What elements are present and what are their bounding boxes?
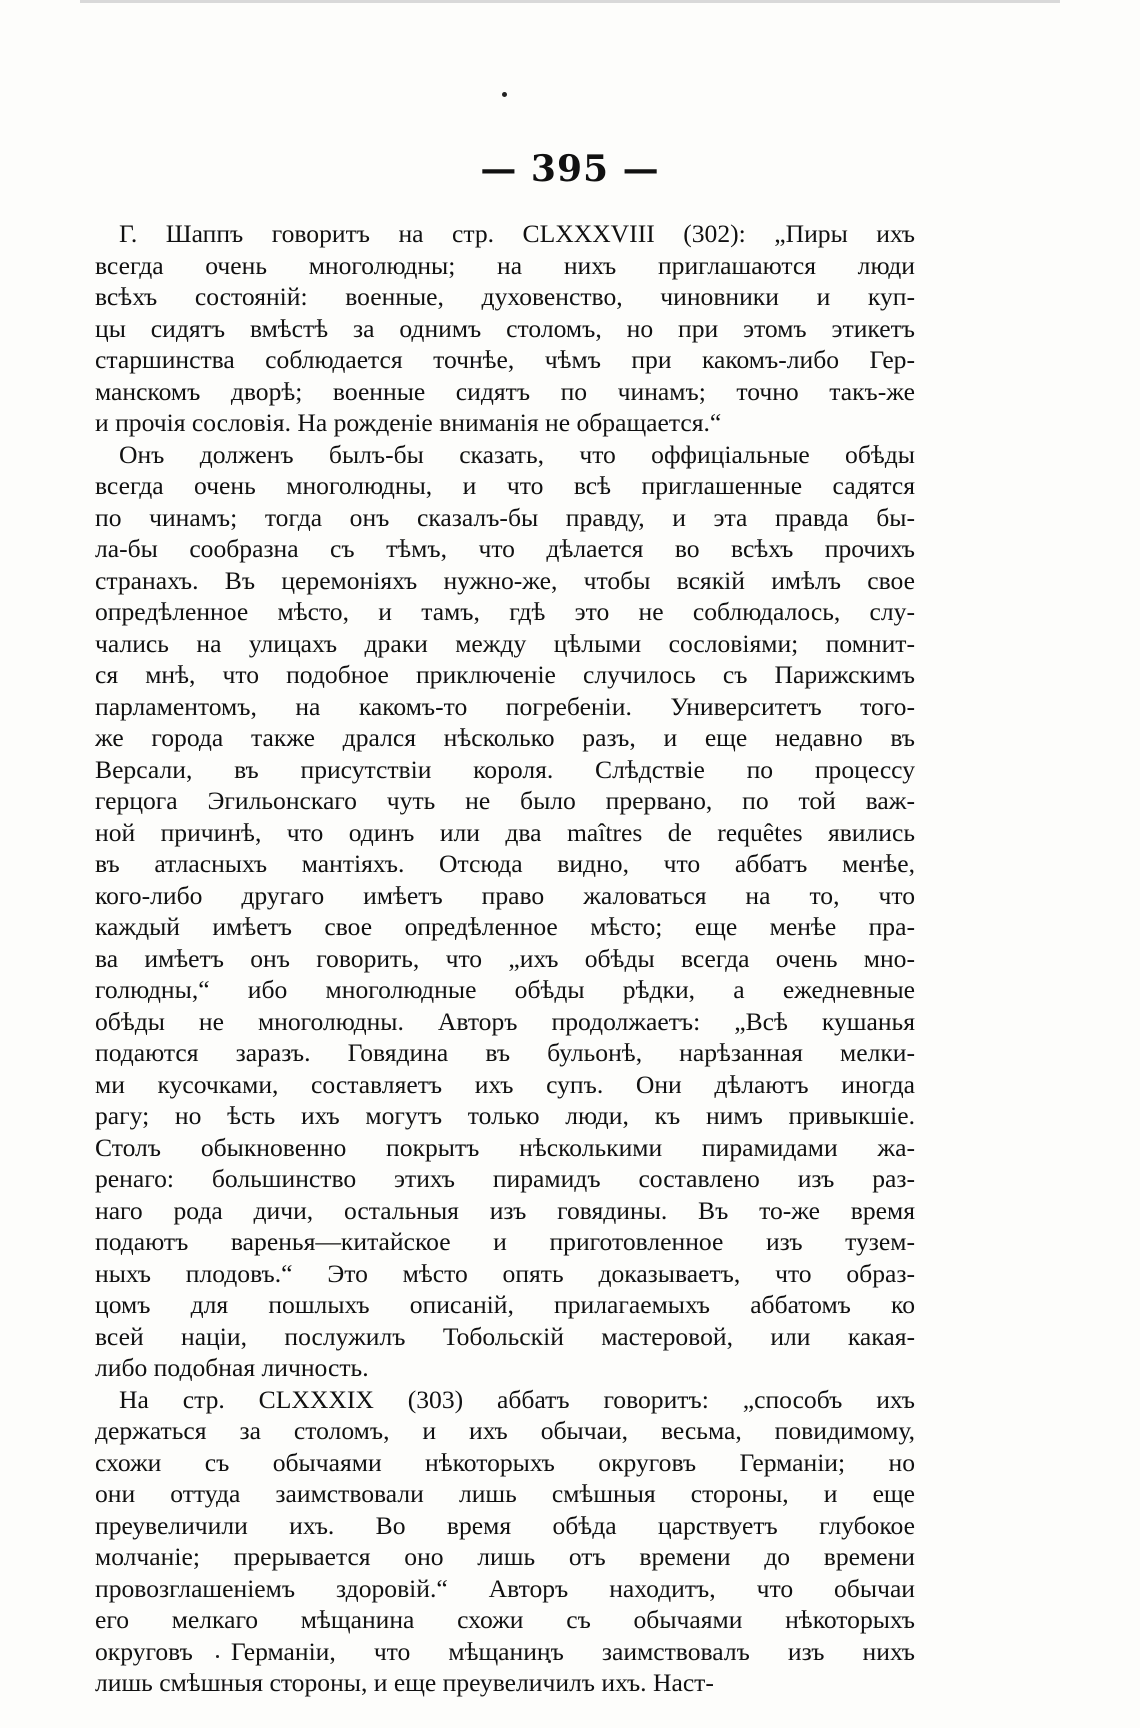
text-line: всей націи, послужилъ Тобольскій мастеровой, или какая- [95, 1321, 915, 1351]
text-line: ныхъ плодовъ.“ Это мѣсто опять доказываетъ, что образ- [95, 1258, 915, 1288]
text-line: они оттуда заимствовали лишь смѣшныя стороны, и еще [95, 1479, 915, 1508]
text-line: схожи съ обычаями нѣкоторыхъ округовъ Германіи; но [95, 1447, 915, 1477]
text-line: кого-либо другаго имѣетъ право жаловаться на то, что [95, 880, 915, 910]
text-line: держаться за столомъ, и ихъ обычаи, весьма, повидимому, [95, 1416, 915, 1445]
paragraph [95, 218, 915, 439]
text-line: всѣхъ состояній: военные, духовенство, чиновники и куп- [95, 282, 915, 311]
text-line: На стр. CLXXXIX (303) аббатъ говоритъ: „способъ ихъ [119, 1384, 915, 1414]
text-line: чались на улицахъ драки между цѣлыми сословіями; помнит- [95, 628, 915, 658]
top-scan-edge [80, 0, 1060, 3]
text-line: въ атласныхъ мантіяхъ. Отсюда видно, что аббатъ менѣе, [95, 849, 915, 878]
text-line: подаются заразъ. Говядина въ бульонѣ, нарѣзанная мелки- [95, 1038, 915, 1067]
text-line: манскомъ дворѣ; военные сидятъ по чинамъ; точно такъ-же [95, 376, 915, 406]
paragraph [95, 1384, 915, 1699]
paragraph [95, 439, 915, 1384]
text-line: всегда очень многолюдны, и что всѣ приглашенные садятся [95, 471, 915, 500]
text-line: ся мнѣ, что подобное приключеніе случилось съ Парижскимъ [95, 660, 915, 689]
text-line: Г. Шаппъ говоритъ на стр. CLXXXVIII (302): „Пиры ихъ [119, 219, 915, 248]
ink-speck [502, 92, 507, 97]
text-line: и прочія сословія. На рожденіе вниманія не обращается.“ [95, 408, 722, 437]
body-text [95, 218, 915, 1699]
text-line: голюдны,“ ибо многолюдные обѣды рѣдки, а ежедневные [95, 975, 915, 1004]
text-line: ренаго: большинство этихъ пирамидъ составлено изъ раз- [95, 1164, 915, 1193]
text-line: подаютъ варенья—китайское и приготовленное изъ тузем- [95, 1227, 915, 1256]
text-line: наго рода дичи, остальныя изъ говядины. Въ то-же время [95, 1195, 915, 1225]
text-line: лишь смѣшныя стороны, и еще преувеличилъ ихъ. Наст- [95, 1668, 714, 1697]
text-line: каждый имѣетъ свое опредѣленное мѣсто; еще менѣе пра- [95, 912, 915, 941]
page-number: — 395 — [480, 148, 660, 190]
text-line: герцога Эгильонскаго чуть не было прервано, по той важ- [95, 786, 915, 815]
text-line: старшинства соблюдается точнѣе, чѣмъ при какомъ-либо Гер- [95, 345, 915, 374]
text-line: ва имѣетъ онъ говорить, что „ихъ обѣды всегда очень мно- [95, 943, 915, 973]
text-line: по чинамъ; тогда онъ сказалъ-бы правду, и эта правда бы- [95, 502, 915, 532]
text-line: парламентомъ, на какомъ-то погребеніи. Университетъ того- [95, 691, 915, 721]
text-line: ми кусочками, составляетъ ихъ супъ. Они дѣлаютъ иногда [95, 1069, 915, 1099]
text-line: Онъ долженъ былъ-бы сказать, что оффиціальные обѣды [119, 439, 915, 469]
text-line: цы сидятъ вмѣстѣ за однимъ столомъ, но при этомъ этикетъ [95, 313, 915, 343]
text-line: всегда очень многолюдны; на нихъ приглашаются люди [95, 250, 915, 280]
text-line: ной причинѣ, что одинъ или два maîtres de requêtes явились [95, 817, 915, 847]
text-line: молчаніе; прерывается оно лишь отъ времени до времени [95, 1542, 915, 1571]
text-line: преувеличили ихъ. Во время обѣда царствуетъ глубокое [95, 1510, 915, 1540]
text-line: ла-бы сообразна съ тѣмъ, что дѣлается во всѣхъ прочихъ [95, 534, 915, 563]
text-line: опредѣленное мѣсто, и тамъ, гдѣ это не соблюдалось, слу- [95, 597, 915, 626]
text-line: Версали, въ присутствіи короля. Слѣдствіе по процессу [95, 754, 915, 784]
text-line: цомъ для пошлыхъ описаній, прилагаемыхъ аббатомъ ко [95, 1290, 915, 1319]
text-line: его мелкаго мѣщанина схожи съ обычаями нѣкоторыхъ [95, 1605, 915, 1634]
text-line: либо подобная личность. [95, 1353, 369, 1382]
text-line: же города также дрался нѣсколько разъ, и еще недавно въ [95, 723, 915, 752]
text-line: округовъ Германіи, что мѣщанинъ заимствовалъ изъ нихъ [95, 1636, 915, 1666]
text-line: странахъ. Въ церемоніяхъ нужно-же, чтобы всякій имѣлъ свое [95, 565, 915, 595]
text-line: обѣды не многолюдны. Авторъ продолжаетъ: „Всѣ кушанья [95, 1006, 915, 1036]
text-line: провозглашеніемъ здоровій.“ Авторъ находитъ, что обычаи [95, 1573, 915, 1603]
text-line: Столъ обыкновенно покрытъ нѣсколькими пирамидами жа- [95, 1132, 915, 1162]
text-line: рагу; но ѣсть ихъ могутъ только люди, къ нимъ привыкшіе. [95, 1101, 915, 1130]
